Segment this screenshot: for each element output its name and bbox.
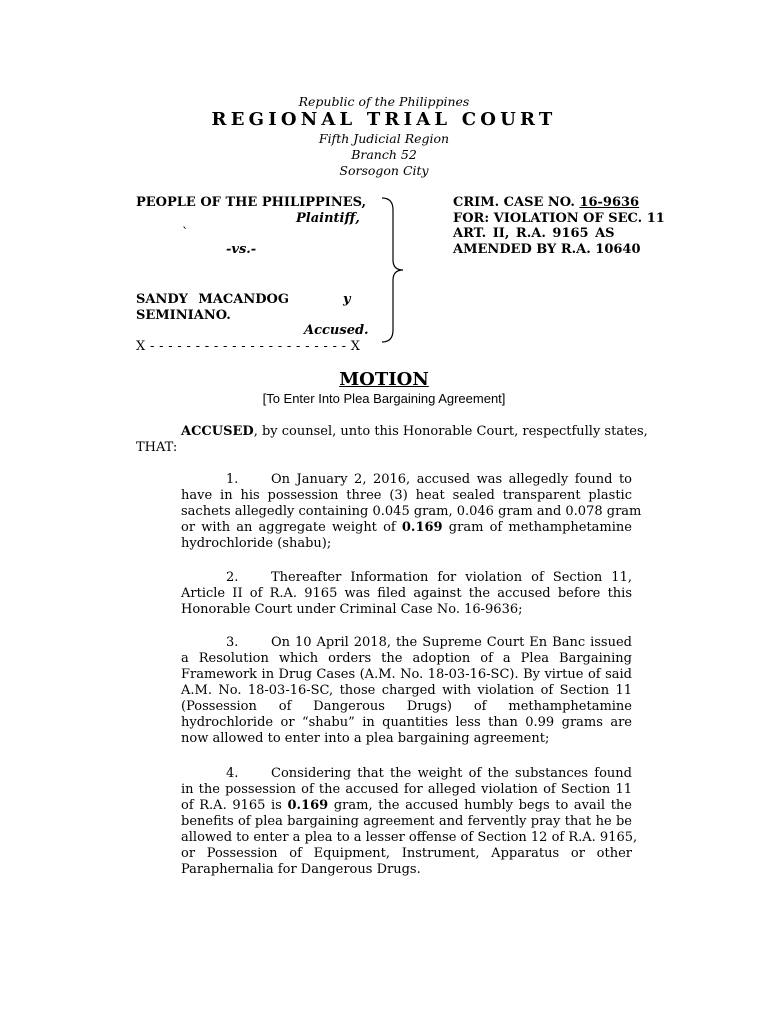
- p3-line-7: now allowed to enter into a plea bargaining agreement;: [181, 731, 550, 746]
- p4-line-4: benefits of plea bargaining agreement and fervently pray that he be: [181, 814, 632, 829]
- p2-text-1: Thereafter Information for violation of Section 11,: [271, 570, 632, 585]
- p2-line-1: [181, 570, 632, 586]
- intro-rest: , by counsel, unto this Honorable Court, respectfully states,: [253, 424, 648, 439]
- offense-line-2: ART. II, R.A. 9165 AS: [453, 226, 615, 241]
- intro-paragraph: [136, 424, 648, 456]
- p4-text-3a: of R.A. 9165 is: [181, 798, 282, 813]
- p3-line-3: Framework in Drug Cases (A.M. No. 18-03-16-SC). By virtue of said: [181, 667, 632, 682]
- accused-name-line2: SEMINIANO.: [136, 308, 231, 323]
- accused-name-line1: SANDY MACANDOG: [136, 292, 289, 307]
- motion-subtitle: [To Enter Into Plea Bargaining Agreement]: [262, 391, 506, 406]
- stray-mark: `: [182, 226, 189, 241]
- p3-line-1: [181, 635, 632, 651]
- paragraph-3: [181, 635, 632, 747]
- caption-brace: [378, 196, 408, 344]
- p1-weight: 0.169: [401, 520, 443, 535]
- p1-text-1: On January 2, 2016, accused was allegedly found to: [271, 472, 632, 487]
- p4-line-2: in the possession of the accused for alleged violation of Section 11: [181, 782, 632, 797]
- p4-line-6: or Possession of Equipment, Instrument, Apparatus or other: [181, 846, 632, 861]
- p4-line-1: [181, 766, 632, 782]
- p1-number: 1.: [226, 472, 239, 487]
- p1-line-3: sachets allegedly containing 0.045 gram, 0.046 gram and 0.078 gram: [181, 504, 642, 519]
- p4-number: 4.: [226, 766, 239, 781]
- accused-name-y: y: [343, 292, 351, 307]
- branch: Branch 52: [351, 147, 417, 162]
- p1-line-5: hydrochloride (shabu);: [181, 536, 332, 551]
- plaintiff-name: PEOPLE OF THE PHILIPPINES,: [136, 195, 367, 210]
- p2-line-2: Article II of R.A. 9165 was filed against the accused before this: [181, 586, 632, 601]
- offense-line-3: AMENDED BY R.A. 10640: [453, 242, 641, 257]
- plaintiff-role: Plaintiff,: [296, 211, 360, 226]
- court-name: REGIONAL TRIAL COURT: [211, 109, 557, 130]
- offense-line-1: FOR: VIOLATION OF SEC. 11: [453, 211, 665, 226]
- p3-number: 3.: [226, 635, 239, 650]
- case-number: 16-9636: [579, 195, 640, 210]
- p2-line-3: Honorable Court under Criminal Case No. 16-9636;: [181, 602, 523, 617]
- p1-line-4: [181, 520, 632, 536]
- p3-line-6: hydrochloride or “shabu” in quantities less than 0.99 grams are: [181, 715, 632, 730]
- p3-line-2: a Resolution which orders the adoption of a Plea Bargaining: [181, 651, 632, 666]
- p2-number: 2.: [226, 570, 239, 585]
- intro-line-1: [136, 424, 648, 440]
- republic-line: Republic of the Philippines: [298, 94, 470, 109]
- p1-text-4b: gram of methamphetamine: [448, 520, 632, 535]
- motion-title: MOTION: [339, 369, 429, 390]
- case-label: CRIM. CASE NO.: [453, 195, 575, 210]
- caption-separator: X - - - - - - - - - - - - - - - - - - - - - - X: [136, 339, 361, 354]
- p4-line-3: [181, 798, 632, 814]
- paragraph-4: [181, 766, 638, 878]
- p1-line-1: [181, 472, 632, 488]
- p4-text-1: Considering that the weight of the substances found: [271, 766, 632, 781]
- case-number-line: [453, 195, 639, 211]
- versus: -vs.-: [226, 242, 257, 257]
- p4-line-5: allowed to enter a plea to a lesser offense of Section 12 of R.A. 9165,: [181, 830, 638, 845]
- p4-text-3b: gram, the accused humbly begs to avail the: [333, 798, 632, 813]
- paragraph-2: [181, 570, 632, 618]
- accused-role: Accused.: [304, 323, 369, 338]
- intro-line-2: THAT:: [136, 440, 178, 455]
- p4-weight: 0.169: [287, 798, 329, 813]
- p3-line-4: A.M. No. 18-03-16-SC, those charged with violation of Section 11: [181, 683, 632, 698]
- intro-lead: ACCUSED: [181, 424, 254, 439]
- city: Sorsogon City: [339, 163, 429, 178]
- p3-text-1: On 10 April 2018, the Supreme Court En Banc issued: [271, 635, 632, 650]
- paragraph-1: [181, 472, 642, 552]
- p1-line-2: have in his possession three (3) heat sealed transparent plastic: [181, 488, 632, 503]
- p1-text-4a: or with an aggregate weight of: [181, 520, 396, 535]
- judicial-region: Fifth Judicial Region: [318, 131, 450, 146]
- p4-line-7: Paraphernalia for Dangerous Drugs.: [181, 862, 421, 877]
- p3-line-5: (Possession of Dangerous Drugs) of methamphetamine: [181, 699, 632, 714]
